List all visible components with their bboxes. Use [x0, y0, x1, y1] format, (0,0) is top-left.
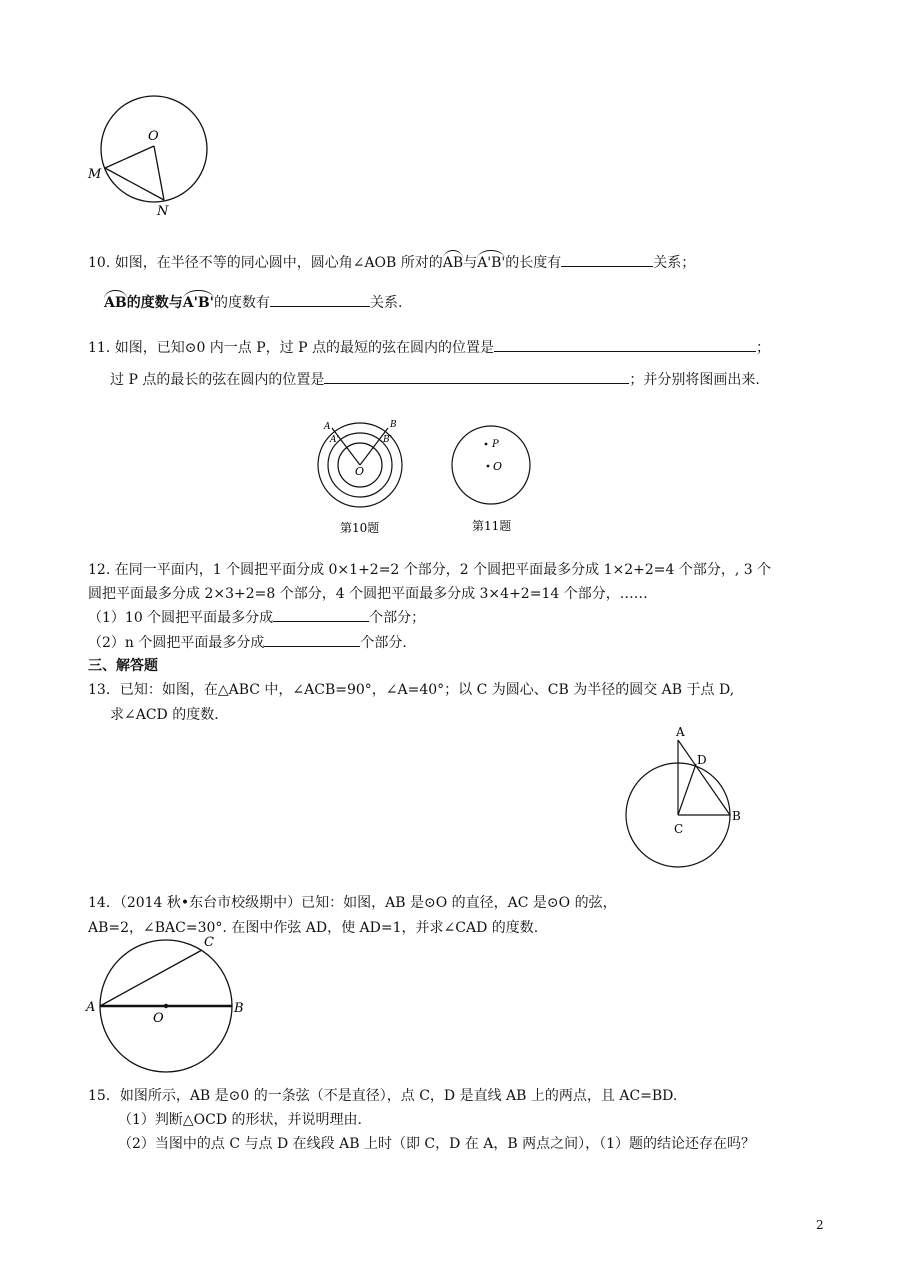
q11-line1: 11. 如图，已知⊙0 内一点 P，过 P 点的最短的弦在圆内的位置是 — [88, 340, 494, 356]
fig14-label-o: O — [153, 1011, 164, 1026]
q10-join: 与 — [463, 255, 478, 271]
q10-mid: 的长度有 — [505, 255, 562, 271]
fig13-label-d: D — [697, 753, 707, 767]
q12-sub2-post: 个部分. — [360, 635, 407, 651]
question-13-line2: 求∠ACD 的度数. — [110, 707, 219, 723]
q10-blank-1[interactable] — [561, 252, 653, 267]
question-15-sub1: （1）判断△OCD 的形状，并说明理由. — [118, 1112, 362, 1128]
question-11-line2 — [110, 369, 760, 389]
fig10-label-b2: B' — [383, 435, 393, 445]
fig10-caption: 第10题 — [340, 521, 380, 535]
label-m: M — [88, 167, 102, 182]
question-12-sub2 — [88, 632, 407, 652]
question-10-line2 — [104, 292, 402, 312]
question-15-sub2: （2）当图中的点 C 与点 D 在线段 AB 上时（即 C，D 在 A，B 两点之间），（1）题的结论还存在吗？ — [118, 1136, 755, 1152]
fig13-label-b: B — [732, 809, 741, 823]
fig13-label-c: C — [674, 822, 684, 836]
q11-line2-end: ；并分别将图画出来. — [629, 372, 760, 388]
label-n: N — [157, 204, 169, 219]
q10-suffix: 关系； — [653, 255, 696, 271]
fig10-label-a: A — [324, 422, 331, 432]
question-12-sub1 — [88, 607, 425, 627]
q11-line1-end: ； — [756, 340, 770, 356]
figure-q11-circle — [444, 420, 544, 540]
q11-line2: 过 P 点的最长的弦在圆内的位置是 — [110, 372, 325, 388]
q10-prefix: 10. 如图，在半径不等的同心圆中，圆心角∠AOB 所对的 — [88, 255, 443, 271]
q10-blank-2[interactable] — [270, 292, 370, 307]
question-10-line1 — [88, 252, 695, 272]
figure-q14-circle — [80, 930, 255, 1075]
question-13-line1: 13．已知：如图，在△ABC 中，∠ACB=90°，∠A=40°；以 C 为圆心、CB 为半径的圆交 AB 于点 D, — [88, 682, 735, 698]
q10-l2-mid: 的度数有 — [213, 295, 270, 311]
q12-blank-1[interactable] — [273, 607, 369, 622]
fig11-label-o: O — [493, 460, 503, 473]
question-15-line1: 15．如图所示，AB 是⊙0 的一条弦（不是直径），点 C，D 是直线 AB 上的两点，且 AC=BD. — [88, 1088, 678, 1104]
q10-arc-a2b2-2: A'B' — [182, 295, 214, 311]
q12-blank-2[interactable] — [264, 632, 360, 647]
q12-sub2-text: （2）n 个圆把平面最多分成 — [88, 635, 265, 651]
page-number: 2 — [816, 1218, 824, 1232]
label-o: O — [148, 129, 159, 144]
fig11-caption: 第11题 — [472, 519, 512, 533]
fig10-label-o: O — [355, 465, 365, 478]
fig14-label-c: C — [204, 935, 214, 950]
fig14-label-a: A — [86, 1000, 96, 1015]
question-12-line2: 圆把平面最多分成 2×3+2=8 个部分，4 个圆把平面最多分成 3×4+2=14 个部分，…… — [88, 586, 648, 602]
fig10-label-a2: A' — [330, 435, 339, 445]
question-11-line1 — [88, 337, 770, 357]
q10-arc-a2b2: A'B' — [477, 255, 506, 271]
figure-circle-omn — [80, 88, 220, 223]
fig11-label-p: P — [492, 439, 499, 450]
q12-sub1-post: 个部分； — [369, 610, 426, 626]
section-title: 三、解答题 — [88, 658, 158, 674]
q10-l2-suffix: 关系. — [369, 295, 403, 311]
question-12-line1: 12. 在同一平面内，1 个圆把平面分成 0×1+2=2 个部分，2 个圆把平面最多分成 1×2+2=4 个部分，, 3 个 — [88, 562, 772, 578]
q11-blank-2[interactable] — [324, 369, 629, 384]
q10-l2-join: 的度数与 — [126, 295, 183, 311]
q11-blank-1[interactable] — [494, 337, 756, 352]
fig10-label-b: B — [390, 420, 397, 430]
fig14-label-b: B — [234, 1001, 244, 1016]
q10-arc-ab-2: AB — [104, 295, 127, 311]
q10-arc-ab: AB — [442, 255, 464, 271]
figure-q13-triangle — [620, 722, 755, 870]
question-14-line1: 14．（2014 秋•东台市校级期中）已知：如图，AB 是⊙O 的直径，AC 是⊙O 的弦， — [88, 895, 617, 911]
question-14-line2: AB=2，∠BAC=30°. 在图中作弦 AD，使 AD=1，并求∠CAD 的度数. — [88, 920, 539, 936]
figure-q10-concentric — [312, 415, 412, 540]
q12-sub1-text: （1）10 个圆把平面最多分成 — [88, 610, 274, 626]
fig13-label-a: A — [676, 725, 685, 739]
